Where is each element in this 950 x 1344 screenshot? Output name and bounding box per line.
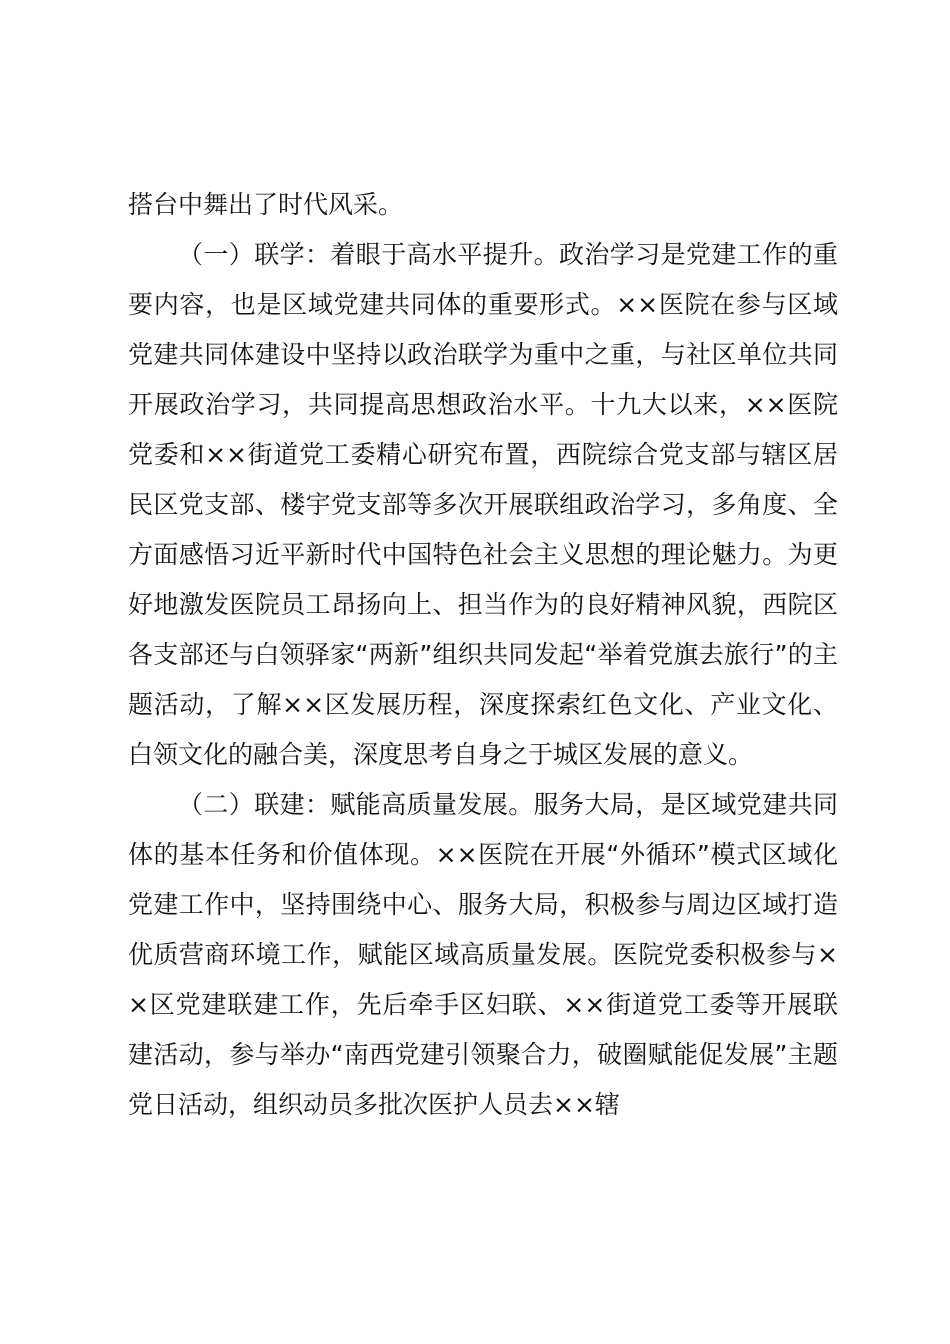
paragraph-section-2-joint-building: （二）联建：赋能高质量发展。服务大局，是区域党建共同体的基本任务和价值体现。××医院在开展“外循环”模式区域化党建工作中，坚持围绕中心、服务大局，积极参与周边区域打造优质营商环境工作，赋能区域高质量发展。医院党委积极参与××区党建联建工作，先后牵手区妇联、××街道党工委等开展联建活动，参与举办“南西党建引领聚合力，破圈赋能促发展”主题党日活动，组织动员多批次医护人员去××辖 xyxy=(128,790,838,1119)
document-body xyxy=(128,180,838,1130)
paragraph-continuation: 搭台中舞出了时代风采。 xyxy=(128,190,404,219)
paragraph-section-1-joint-study: （一）联学：着眼于高水平提升。政治学习是党建工作的重要内容，也是区域党建共同体的重要形式。××医院在参与区域党建共同体建设中坚持以政治联学为重中之重，与社区单位共同开展政治学习，共同提高思想政治水平。十九大以来，××医院党委和××街道党工委精心研究布置，西院综合党支部与辖区居民区党支部、楼宇党支部等多次开展联组政治学习，多角度、全方面感悟习近平新时代中国特色社会主义思想的理论魅力。为更好地激发医院员工昂扬向上、担当作为的良好精神风貌，西院区各支部还与白领驿家“两新”组织共同发起“举着党旗去旅行”的主题活动，了解××区发展历程，深度探索红色文化、产业文化、白领文化的融合美，深度思考自身之于城区发展的意义。 xyxy=(128,240,838,769)
